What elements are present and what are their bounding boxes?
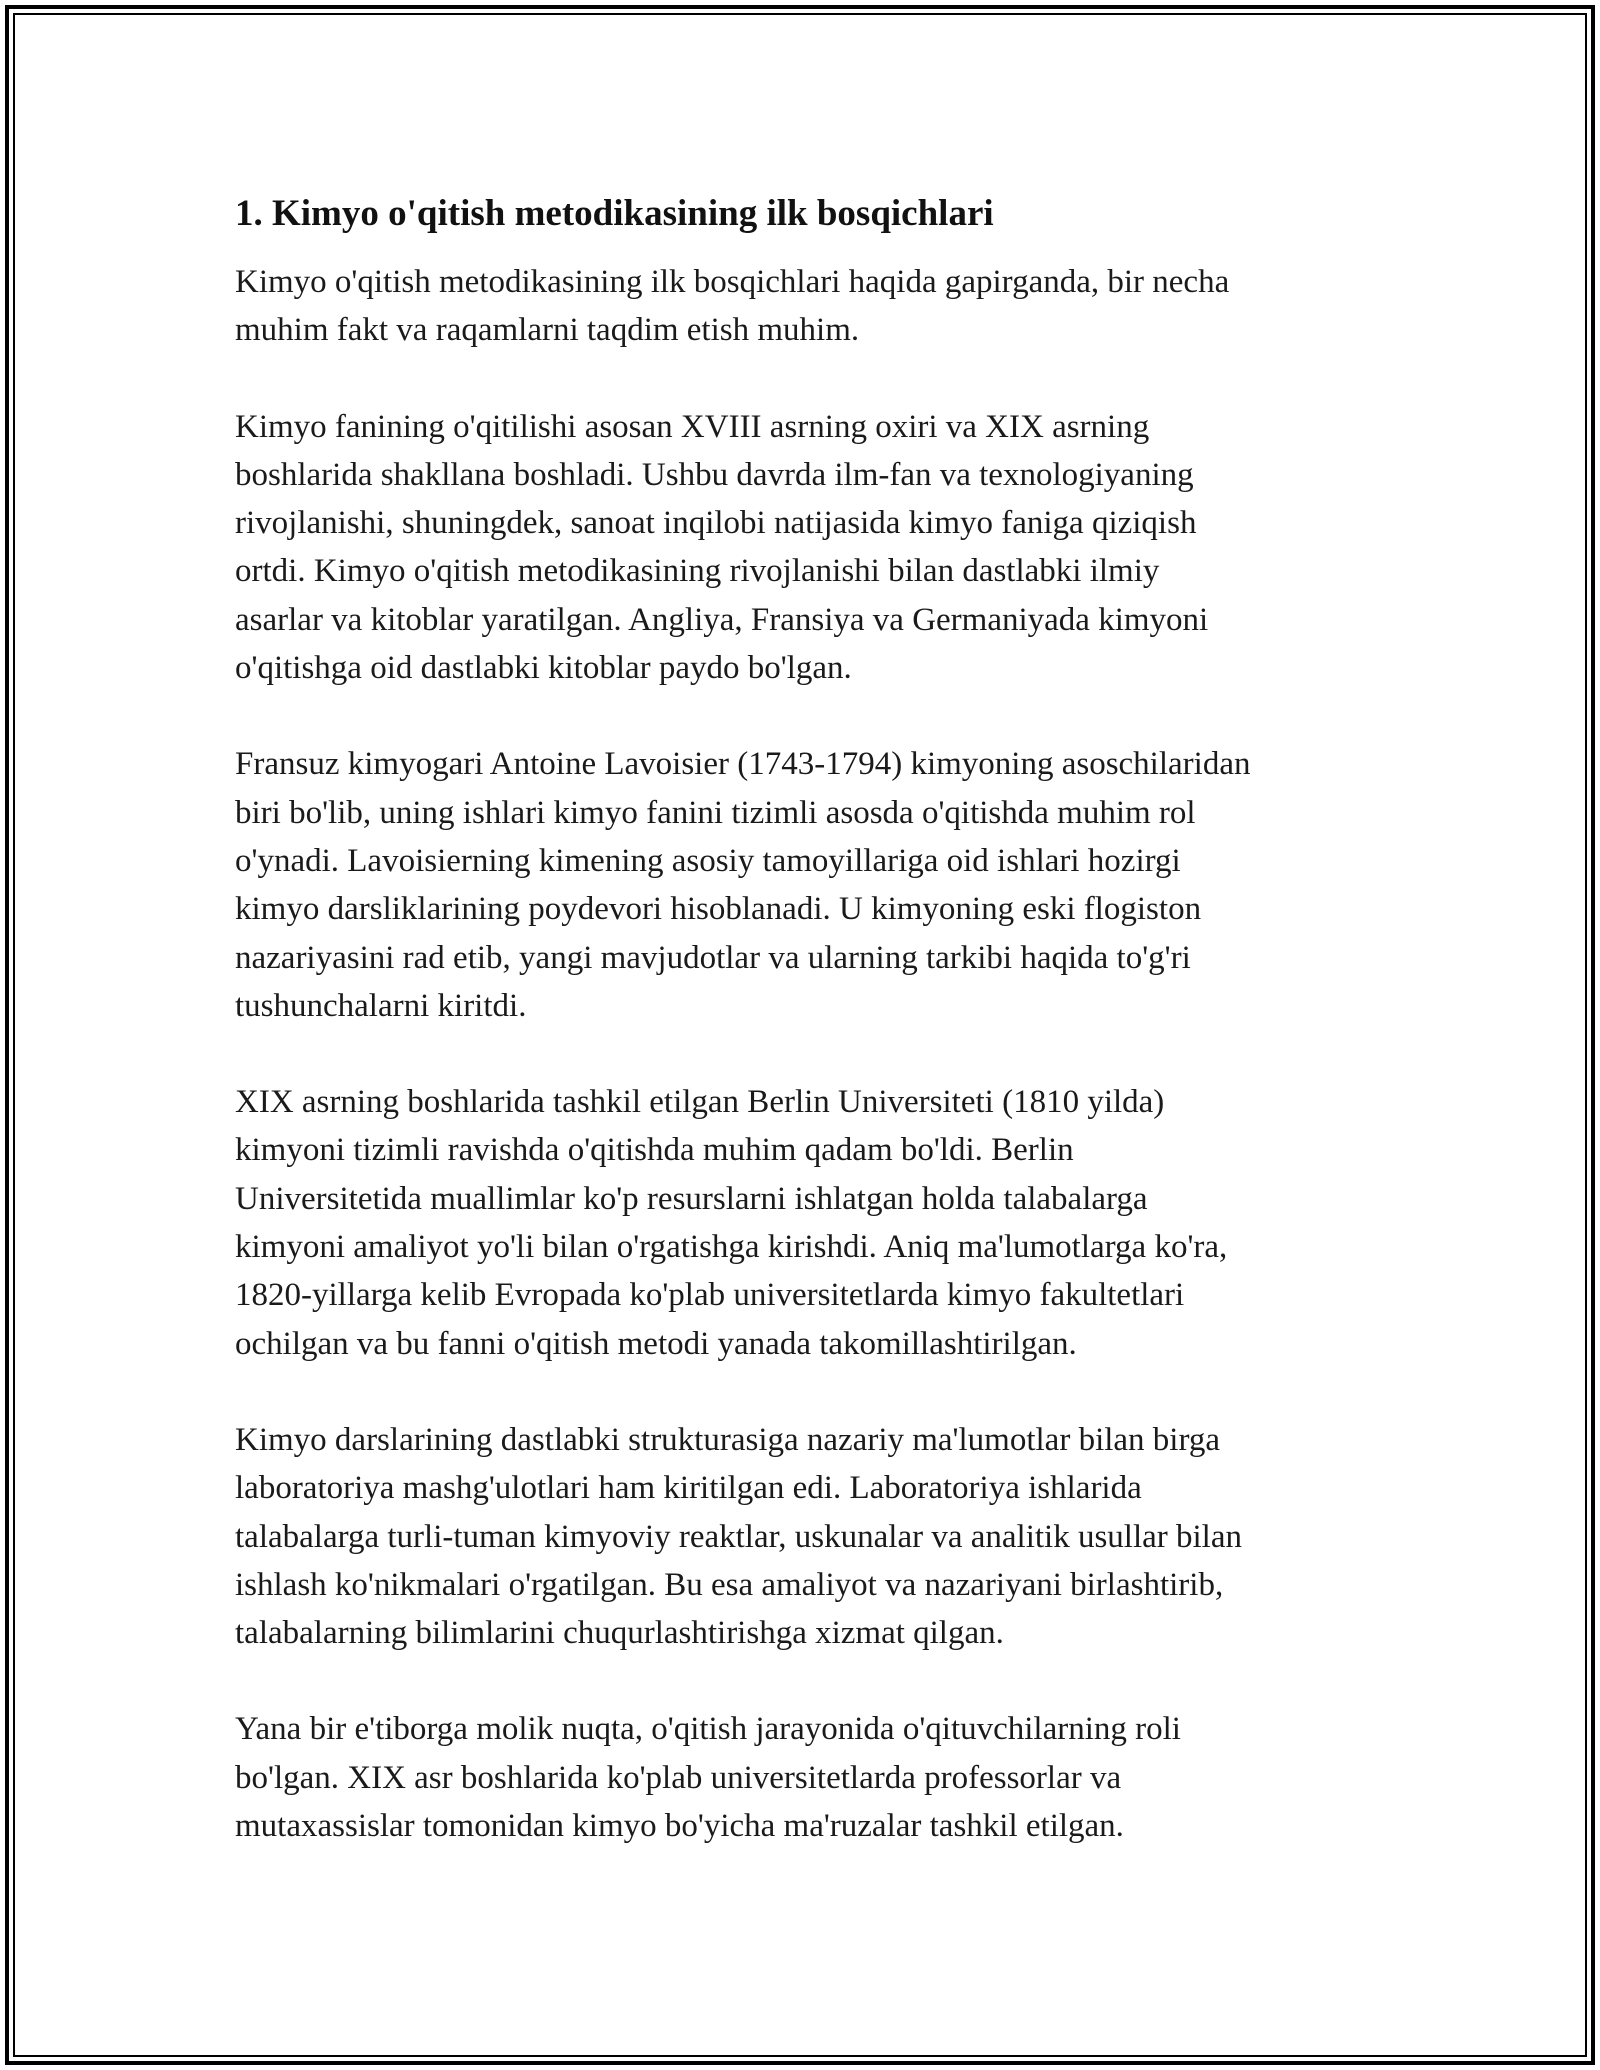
paragraph-line: rivojlanishi, shuningdek, sanoat inqilobi natijasida kimyo faniga qiziqish	[235, 505, 1197, 542]
paragraph-line: Fransuz kimyogari Antoine Lavoisier (1743-1794) kimyoning asoschilaridan	[235, 746, 1251, 783]
paragraph-line: Kimyo fanining o'qitilishi asosan XVIII asrning oxiri va XIX asrning	[235, 408, 1150, 445]
paragraph-line: ishlash ko'nikmalari o'rgatilgan. Bu esa amaliyot va nazariyani birlashtirib,	[235, 1566, 1224, 1603]
paragraph-line: talabalarga turli-tuman kimyoviy reaktlar, uskunalar va analitik usullar bilan	[235, 1518, 1242, 1555]
paragraph-line: talabalarning bilimlarini chuqurlashtirishga xizmat qilgan.	[235, 1615, 1004, 1652]
paragraph-origins	[235, 403, 1375, 693]
paragraph-line: Universitetida muallimlar ko'p resurslarni ishlatgan holda talabalarga	[235, 1180, 1148, 1217]
paragraph-line: o'ynadi. Lavoisierning kimening asosiy tamoyillariga oid ishlari hozirgi	[235, 842, 1181, 879]
paragraph-line: muhim fakt va raqamlarni taqdim etish muhim.	[235, 312, 860, 349]
paragraph-line: XIX asrning boshlarida tashkil etilgan Berlin Universiteti (1810 yilda)	[235, 1084, 1165, 1121]
paragraph-line: Kimyo o'qitish metodikasining ilk bosqichlari haqida gapirganda, bir necha	[235, 264, 1230, 300]
paragraph-line: bo'lgan. XIX asr boshlarida ko'plab universitetlarda professorlar va	[235, 1759, 1122, 1796]
paragraph-line: nazariyasini rad etib, yangi mavjudotlar va ularning tarkibi haqida to'g'ri	[235, 939, 1191, 976]
paragraph-line: laboratoriya mashg'ulotlari ham kiritilgan edi. Laboratoriya ishlarida	[235, 1470, 1142, 1507]
paragraph-line: boshlarida shakllana boshladi. Ushbu davrda ilm-fan va texnologiyaning	[235, 456, 1194, 493]
paragraph-berlin	[235, 1078, 1375, 1368]
paragraph-line: ortdi. Kimyo o'qitish metodikasining rivojlanishi bilan dastlabki ilmiy	[235, 553, 1160, 590]
paragraph-line: kimyoni tizimli ravishda o'qitishda muhim qadam bo'ldi. Berlin	[235, 1132, 1074, 1169]
section-heading: 1. Kimyo o'qitish metodikasining ilk bosqichlari	[235, 193, 994, 234]
paragraph-teachers	[235, 1705, 1375, 1850]
paragraph-line: Yana bir e'tiborga molik nuqta, o'qitish jarayonida o'qituvchilarning roli	[235, 1711, 1181, 1748]
paragraph-line: mutaxassislar tomonidan kimyo bo'yicha ma'ruzalar tashkil etilgan.	[235, 1808, 1124, 1845]
paragraph-lavoisier	[235, 740, 1375, 1030]
paragraph-intro	[235, 258, 1375, 355]
paragraph-line: kimyo darsliklarining poydevori hisoblanadi. U kimyoning eski flogiston	[235, 891, 1202, 928]
paragraph-line: Kimyo darslarining dastlabki strukturasiga nazariy ma'lumotlar bilan birga	[235, 1421, 1221, 1458]
paragraph-line: kimyoni amaliyot yo'li bilan o'rgatishga kirishdi. Aniq ma'lumotlarga ko'ra,	[235, 1229, 1228, 1266]
paragraph-line: ochilgan va bu fanni o'qitish metodi yanada takomillashtirilgan.	[235, 1325, 1077, 1362]
paragraph-line: tushunchalarni kiritdi.	[235, 987, 527, 1024]
paragraph-line: biri bo'lib, uning ishlari kimyo fanini tizimli asosda o'qitishda muhim rol	[235, 794, 1196, 831]
paragraph-line: asarlar va kitoblar yaratilgan. Angliya, Fransiya va Germaniyada kimyoni	[235, 601, 1209, 638]
paragraph-line: o'qitishga oid dastlabki kitoblar paydo bo'lgan.	[235, 650, 852, 687]
paragraph-line: 1820-yillarga kelib Evropada ko'plab universitetlarda kimyo fakultetlari	[235, 1277, 1185, 1314]
document-body	[235, 186, 1375, 1898]
paragraph-laboratory	[235, 1416, 1375, 1657]
